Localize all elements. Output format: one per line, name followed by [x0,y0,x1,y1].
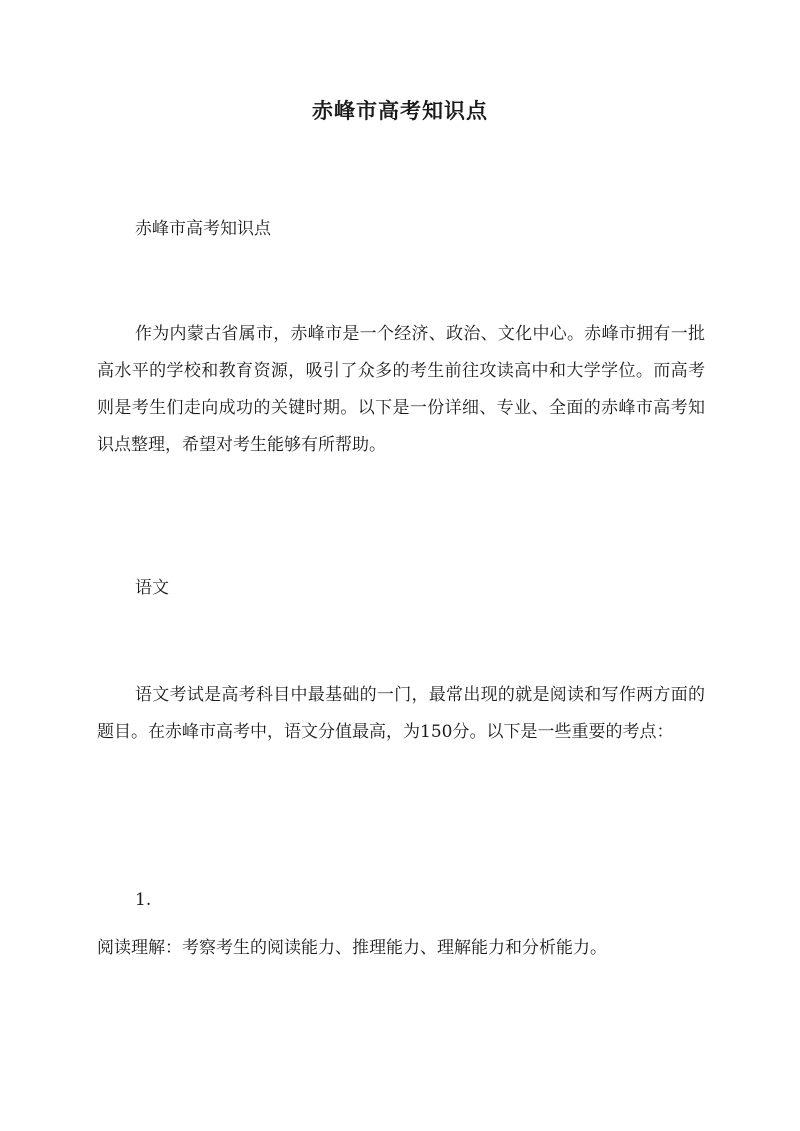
section-paragraph: 语文考试是高考科目中最基础的一门，最常出现的就是阅读和写作两方面的题目。在赤峰市高考中，语文分值最高，为150分。以下是一些重要的考点： [97,685,705,742]
list-item-text: 阅读理解：考察考生的阅读能力、推理能力、理解能力和分析能力。 [97,938,607,958]
list-item-number: 1. [135,890,152,910]
section-heading-chinese: 语文 [135,578,169,598]
intro-paragraph: 作为内蒙古省属市，赤峰市是一个经济、政治、文化中心。赤峰市拥有一批高水平的学校和教育资源，吸引了众多的考生前往攻读高中和大学学位。而高考则是考生们走向成功的关键时期。以下是一份详细、专业、全面的赤峰市高考知识点整理，希望对考生能够有所帮助。 [97,324,705,455]
page-title: 赤峰市高考知识点 [312,98,488,123]
document-subtitle: 赤峰市高考知识点 [135,219,271,239]
